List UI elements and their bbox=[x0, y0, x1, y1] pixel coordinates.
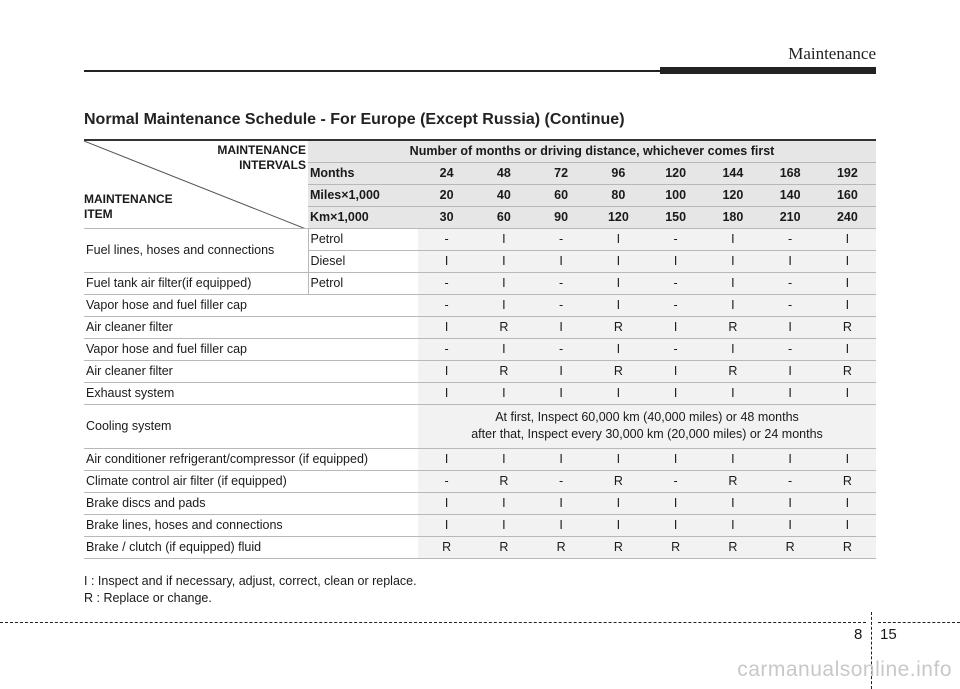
interval-value: 120 bbox=[590, 206, 647, 228]
schedule-value: I bbox=[762, 448, 819, 470]
schedule-value: I bbox=[704, 338, 761, 360]
schedule-value: R bbox=[704, 470, 761, 492]
schedule-value: I bbox=[590, 492, 647, 514]
section-title: Maintenance bbox=[788, 44, 876, 63]
schedule-value: R bbox=[590, 316, 647, 338]
cooling-note-line1: At first, Inspect 60,000 km (40,000 miles) or 48 months bbox=[495, 410, 799, 424]
corner-intervals-label bbox=[217, 143, 306, 173]
schedule-value: I bbox=[533, 360, 590, 382]
interval-value: 120 bbox=[647, 162, 704, 184]
schedule-value: - bbox=[533, 228, 590, 250]
footer-rule bbox=[0, 622, 866, 623]
table-row bbox=[84, 514, 876, 536]
schedule-value: R bbox=[819, 360, 876, 382]
interval-value: 40 bbox=[475, 184, 532, 206]
table-row bbox=[84, 470, 876, 492]
interval-value: 160 bbox=[819, 184, 876, 206]
schedule-value: I bbox=[533, 514, 590, 536]
schedule-value: I bbox=[819, 272, 876, 294]
schedule-value: R bbox=[819, 470, 876, 492]
schedule-value: I bbox=[819, 250, 876, 272]
schedule-value: - bbox=[418, 272, 475, 294]
legend-replace: R : Replace or change. bbox=[84, 591, 212, 605]
schedule-value: I bbox=[533, 382, 590, 404]
corner-item-label bbox=[84, 192, 173, 222]
interval-value: 20 bbox=[418, 184, 475, 206]
fuel-type-label: Petrol bbox=[308, 228, 418, 250]
interval-header: Number of months or driving distance, whichever comes first bbox=[308, 140, 876, 162]
table-header-row bbox=[84, 140, 876, 162]
schedule-value: - bbox=[418, 338, 475, 360]
schedule-value: R bbox=[704, 316, 761, 338]
schedule-value: I bbox=[762, 492, 819, 514]
cooling-note-line2: after that, Inspect every 30,000 km (20,000 miles) or 24 months bbox=[471, 427, 823, 441]
schedule-value: I bbox=[819, 294, 876, 316]
schedule-value: I bbox=[533, 492, 590, 514]
schedule-value: I bbox=[762, 360, 819, 382]
corner-intervals-line2: INTERVALS bbox=[239, 158, 306, 172]
item-label: Vapor hose and fuel filler cap bbox=[84, 294, 418, 316]
schedule-value: - bbox=[533, 470, 590, 492]
schedule-value: I bbox=[704, 448, 761, 470]
watermark: carmanualsonline.info bbox=[737, 658, 952, 681]
schedule-value: - bbox=[647, 470, 704, 492]
schedule-value: I bbox=[475, 514, 532, 536]
schedule-value: I bbox=[590, 382, 647, 404]
schedule-value: I bbox=[475, 492, 532, 514]
table-row bbox=[84, 316, 876, 338]
corner-item-line2: ITEM bbox=[84, 206, 113, 221]
legend bbox=[84, 573, 417, 607]
schedule-value: R bbox=[475, 360, 532, 382]
footer-rule-right bbox=[878, 622, 960, 623]
interval-row-label: Miles×1,000 bbox=[308, 184, 418, 206]
schedule-value: I bbox=[590, 294, 647, 316]
item-label: Air conditioner refrigerant/compressor (if equipped) bbox=[84, 448, 418, 470]
schedule-value: - bbox=[418, 228, 475, 250]
corner-item-line1: MAINTENANCE bbox=[84, 191, 173, 206]
schedule-value: I bbox=[762, 382, 819, 404]
schedule-value: - bbox=[647, 294, 704, 316]
item-label: Air cleaner filter bbox=[84, 360, 418, 382]
interval-value: 150 bbox=[647, 206, 704, 228]
schedule-value: R bbox=[475, 316, 532, 338]
chapter-number: 8 bbox=[854, 626, 863, 643]
schedule-value: I bbox=[704, 294, 761, 316]
schedule-value: I bbox=[647, 316, 704, 338]
interval-value: 60 bbox=[475, 206, 532, 228]
schedule-value: R bbox=[418, 536, 475, 558]
table-row bbox=[84, 492, 876, 514]
table-row bbox=[84, 404, 876, 448]
schedule-value: R bbox=[590, 360, 647, 382]
schedule-value: - bbox=[647, 228, 704, 250]
corner-header-cell bbox=[84, 140, 308, 228]
schedule-value: I bbox=[590, 272, 647, 294]
schedule-value: I bbox=[647, 382, 704, 404]
schedule-value: I bbox=[704, 272, 761, 294]
interval-value: 192 bbox=[819, 162, 876, 184]
item-label: Vapor hose and fuel filler cap bbox=[84, 338, 418, 360]
schedule-value: I bbox=[704, 228, 761, 250]
schedule-value: I bbox=[647, 514, 704, 536]
schedule-value: - bbox=[762, 338, 819, 360]
table-row bbox=[84, 272, 876, 294]
schedule-value: I bbox=[819, 228, 876, 250]
fuel-type-label: Petrol bbox=[308, 272, 418, 294]
interval-value: 120 bbox=[704, 184, 761, 206]
schedule-value: I bbox=[418, 448, 475, 470]
interval-value: 240 bbox=[819, 206, 876, 228]
schedule-value: - bbox=[762, 294, 819, 316]
schedule-value: I bbox=[590, 250, 647, 272]
table-row bbox=[84, 228, 876, 250]
schedule-value: I bbox=[475, 250, 532, 272]
table-title: Normal Maintenance Schedule - For Europe (Except Russia) (Continue) bbox=[84, 111, 625, 128]
item-label: Exhaust system bbox=[84, 382, 418, 404]
schedule-value: I bbox=[590, 338, 647, 360]
interval-value: 24 bbox=[418, 162, 475, 184]
schedule-value: - bbox=[762, 228, 819, 250]
schedule-value: - bbox=[533, 272, 590, 294]
item-label: Brake / clutch (if equipped) fluid bbox=[84, 536, 418, 558]
interval-value: 168 bbox=[762, 162, 819, 184]
interval-value: 30 bbox=[418, 206, 475, 228]
interval-row-label: Months bbox=[308, 162, 418, 184]
schedule-value: I bbox=[704, 382, 761, 404]
schedule-value: I bbox=[475, 272, 532, 294]
schedule-value: - bbox=[647, 338, 704, 360]
interval-value: 96 bbox=[590, 162, 647, 184]
maintenance-schedule-table bbox=[84, 139, 876, 559]
interval-value: 48 bbox=[475, 162, 532, 184]
schedule-value: I bbox=[647, 250, 704, 272]
schedule-value: I bbox=[819, 492, 876, 514]
schedule-value: R bbox=[533, 536, 590, 558]
schedule-value: - bbox=[418, 470, 475, 492]
schedule-value: I bbox=[533, 250, 590, 272]
schedule-value: I bbox=[762, 316, 819, 338]
schedule-value: I bbox=[418, 250, 475, 272]
corner-intervals-line1: MAINTENANCE bbox=[217, 143, 306, 157]
schedule-value: R bbox=[819, 536, 876, 558]
schedule-value: I bbox=[704, 250, 761, 272]
fuel-type-label: Diesel bbox=[308, 250, 418, 272]
legend-inspect: I : Inspect and if necessary, adjust, correct, clean or replace. bbox=[84, 574, 417, 588]
schedule-value: R bbox=[704, 536, 761, 558]
schedule-value: - bbox=[647, 272, 704, 294]
interval-value: 60 bbox=[533, 184, 590, 206]
interval-value: 100 bbox=[647, 184, 704, 206]
cooling-note bbox=[418, 404, 876, 448]
item-label: Brake lines, hoses and connections bbox=[84, 514, 418, 536]
schedule-value: I bbox=[819, 448, 876, 470]
interval-value: 180 bbox=[704, 206, 761, 228]
table-row bbox=[84, 382, 876, 404]
schedule-value: I bbox=[533, 448, 590, 470]
item-label: Fuel lines, hoses and connections bbox=[84, 228, 308, 272]
item-label: Fuel tank air filter(if equipped) bbox=[84, 272, 308, 294]
schedule-value: I bbox=[762, 514, 819, 536]
schedule-value: I bbox=[590, 448, 647, 470]
interval-value: 210 bbox=[762, 206, 819, 228]
schedule-value: I bbox=[475, 338, 532, 360]
header-rule-accent bbox=[660, 67, 876, 74]
schedule-value: R bbox=[475, 536, 532, 558]
item-label: Cooling system bbox=[84, 404, 418, 448]
table-row bbox=[84, 536, 876, 558]
schedule-value: I bbox=[762, 250, 819, 272]
interval-value: 72 bbox=[533, 162, 590, 184]
schedule-value: - bbox=[533, 294, 590, 316]
schedule-value: I bbox=[819, 382, 876, 404]
schedule-value: I bbox=[590, 514, 647, 536]
schedule-value: R bbox=[590, 536, 647, 558]
item-label: Air cleaner filter bbox=[84, 316, 418, 338]
table-row bbox=[84, 294, 876, 316]
interval-value: 90 bbox=[533, 206, 590, 228]
schedule-value: - bbox=[418, 294, 475, 316]
schedule-value: R bbox=[819, 316, 876, 338]
table-row bbox=[84, 360, 876, 382]
schedule-value: I bbox=[647, 492, 704, 514]
schedule-value: I bbox=[475, 382, 532, 404]
schedule-value: R bbox=[647, 536, 704, 558]
table-row bbox=[84, 338, 876, 360]
schedule-value: I bbox=[418, 514, 475, 536]
table-row bbox=[84, 448, 876, 470]
schedule-value: I bbox=[647, 360, 704, 382]
schedule-value: I bbox=[475, 228, 532, 250]
schedule-value: R bbox=[475, 470, 532, 492]
schedule-value: I bbox=[418, 360, 475, 382]
interval-value: 144 bbox=[704, 162, 761, 184]
schedule-value: I bbox=[819, 514, 876, 536]
schedule-value: I bbox=[590, 228, 647, 250]
schedule-value: - bbox=[762, 272, 819, 294]
schedule-value: I bbox=[647, 448, 704, 470]
schedule-value: I bbox=[418, 316, 475, 338]
schedule-value: R bbox=[590, 470, 647, 492]
item-label: Brake discs and pads bbox=[84, 492, 418, 514]
schedule-value: - bbox=[533, 338, 590, 360]
header-rule bbox=[84, 70, 660, 72]
schedule-value: I bbox=[819, 338, 876, 360]
schedule-value: R bbox=[704, 360, 761, 382]
item-label: Climate control air filter (if equipped) bbox=[84, 470, 418, 492]
interval-row-label: Km×1,000 bbox=[308, 206, 418, 228]
schedule-value: I bbox=[704, 514, 761, 536]
interval-value: 80 bbox=[590, 184, 647, 206]
schedule-value: I bbox=[704, 492, 761, 514]
schedule-value: I bbox=[418, 492, 475, 514]
page-number: 15 bbox=[880, 626, 897, 643]
schedule-value: - bbox=[762, 470, 819, 492]
schedule-value: R bbox=[762, 536, 819, 558]
interval-value: 140 bbox=[762, 184, 819, 206]
schedule-value: I bbox=[418, 382, 475, 404]
schedule-value: I bbox=[533, 316, 590, 338]
schedule-value: I bbox=[475, 294, 532, 316]
schedule-value: I bbox=[475, 448, 532, 470]
